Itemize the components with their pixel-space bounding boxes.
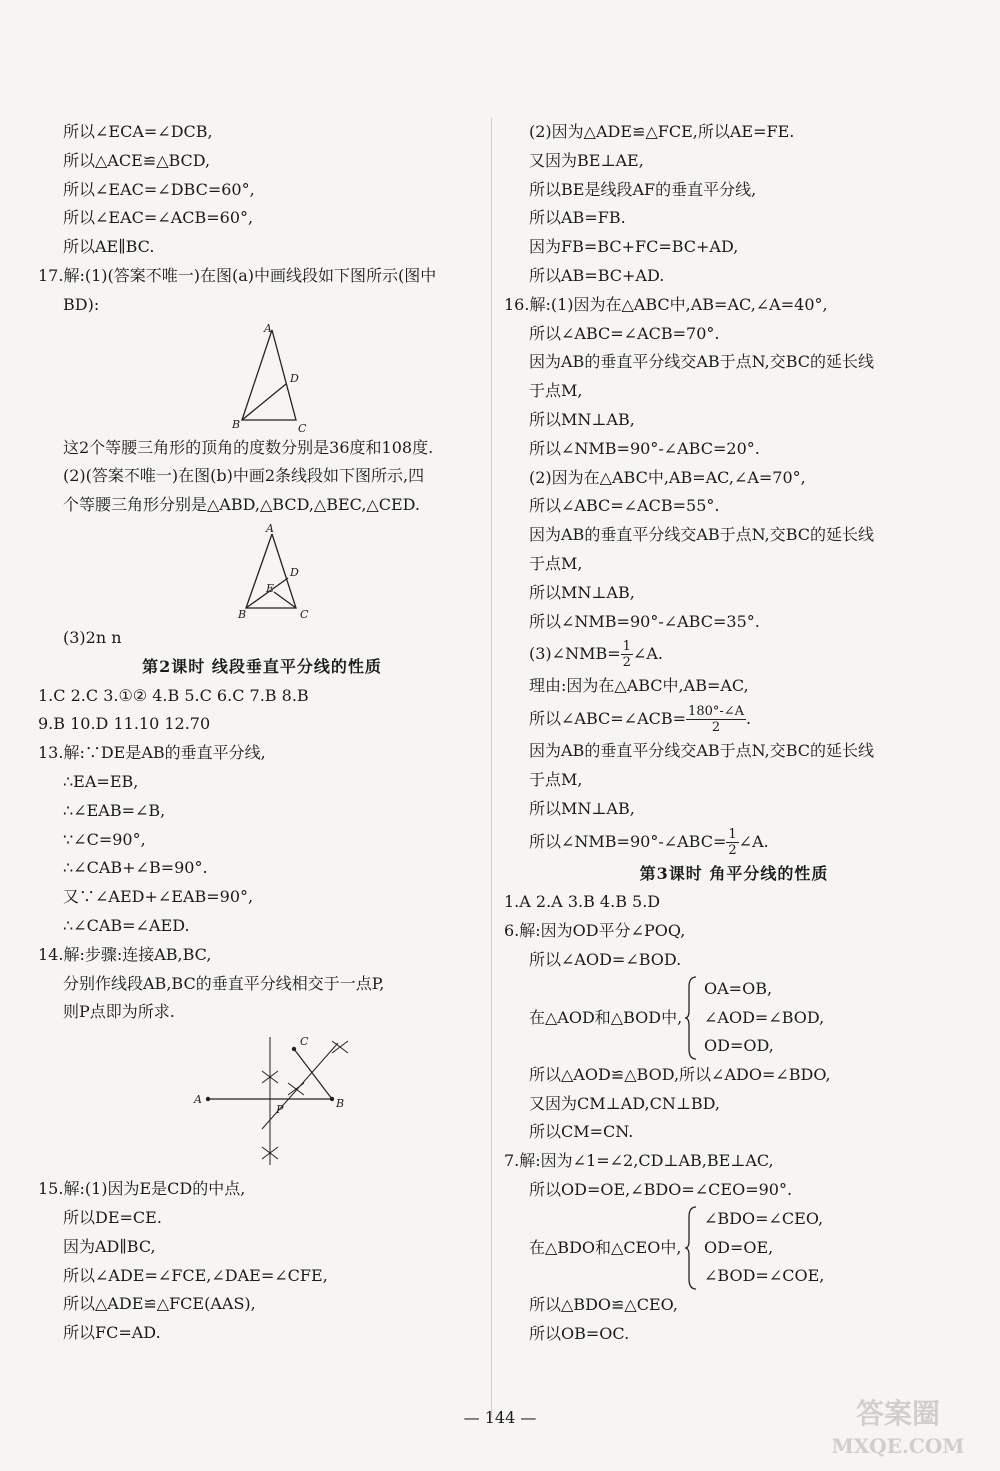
label-a: A: [194, 1093, 202, 1107]
text-line: (2)(答案不唯一)在图(b)中画2条线段如下图所示,四: [63, 466, 425, 486]
right-column: [504, 118, 964, 1348]
label-b: B: [238, 607, 247, 621]
text-line: 个等腰三角形分别是△ABD,△BCD,△BEC,△CED.: [63, 495, 420, 515]
q6-line: 6.解:因为OD平分∠POQ,: [504, 921, 686, 941]
label-c: C: [300, 607, 309, 621]
q13-line: ∴∠CAB+∠B=90°.: [63, 858, 208, 878]
label-c: C: [298, 421, 307, 434]
text-line: 这2个等腰三角形的顶角的度数分别是36度和108度.: [63, 437, 434, 457]
label-a: A: [266, 521, 274, 535]
q16-line: (2)因为在△ABC中,AB=AC,∠A=70°,: [529, 467, 806, 487]
answer-line: 9.B 10.D 11.10 12.70: [38, 714, 211, 734]
q16-line: 所以MN⊥AB,: [529, 798, 635, 818]
q6-line: 所以△AOD≌△BOD,所以∠ADO=∠BDO,: [529, 1064, 831, 1084]
q7-line: 所以OD=OE,∠BDO=∠CEO=90°.: [529, 1179, 793, 1199]
q6-line: 所以∠AOD=∠BOD.: [529, 949, 682, 969]
label-c: C: [300, 1035, 309, 1049]
q13-line: ∴∠CAB=∠AED.: [63, 915, 190, 935]
q7-line: 所以OB=OC.: [529, 1323, 630, 1343]
label-a: A: [264, 321, 272, 335]
q16-line: 于点M,: [529, 381, 583, 401]
q16-line: 于点M,: [529, 553, 583, 573]
q15-line: 15.解:(1)因为E是CD的中点,: [38, 1179, 246, 1199]
q13-line: ∴∠EAB=∠B,: [63, 800, 166, 820]
text-span: .: [746, 709, 752, 729]
text-line: 所以△ACE≌△BCD,: [63, 150, 211, 170]
fraction-numerator: 1: [622, 639, 631, 655]
section-title: 第3课时 角平分线的性质: [639, 863, 829, 883]
brace-item: OD=OD,: [704, 1036, 774, 1056]
answer-line: 1.C 2.C 3.①② 4.B 5.C 6.C 7.B 8.B: [38, 685, 309, 705]
left-brace-icon: [684, 975, 698, 1061]
label-p: P: [276, 1103, 284, 1117]
answer-line: 1.A 2.A 3.B 4.B 5.D: [504, 892, 661, 912]
q16-line: 因为AB的垂直平分线交AB于点N,交BC的延长线: [529, 352, 874, 372]
q15b-line: 又因为BE⊥AE,: [529, 150, 644, 170]
q15b-line: 所以AB=BC+AD.: [529, 265, 665, 285]
figure-a: [38, 320, 486, 434]
q14-line: 14.解:步骤:连接AB,BC,: [38, 944, 212, 964]
q16-line: 因为AB的垂直平分线交AB于点N,交BC的延长线: [529, 525, 874, 545]
brace-item: ∠BOD=∠COE,: [704, 1266, 825, 1286]
q17-line: 17.解:(1)(答案不唯一)在图(a)中画线段如下图所示(图中: [38, 265, 437, 285]
label-b: B: [336, 1097, 345, 1111]
fraction: [686, 704, 746, 735]
fraction: [621, 639, 633, 670]
brace-lead: 在△BDO和△CEO中,: [529, 1237, 682, 1257]
bisector-construction-figure: [38, 1027, 486, 1175]
q16-line: 所以∠ABC=∠ACB=70°.: [529, 323, 720, 343]
fraction-denominator: 2: [728, 842, 737, 858]
q16-reason: 理由:因为在△ABC中,AB=AC,: [529, 676, 749, 696]
text-line: 所以∠EAC=∠DBC=60°,: [63, 179, 255, 199]
fraction-denominator: 2: [711, 720, 721, 736]
label-b: B: [232, 417, 241, 431]
q15-line: 所以DE=CE.: [63, 1207, 162, 1227]
q17-line: BD):: [63, 294, 100, 314]
brace-item: OD=OE,: [704, 1237, 774, 1257]
brace-lead: 在△AOD和△BOD中,: [529, 1007, 683, 1027]
q15b-line: (2)因为△ADE≌△FCE,所以AE=FE.: [529, 122, 795, 141]
text-line: 所以AE∥BC.: [63, 237, 155, 257]
text-span: 所以∠NMB=90°-∠ABC=: [529, 831, 727, 851]
q7-line: 7.解:因为∠1=∠2,CD⊥AB,BE⊥AC,: [504, 1151, 774, 1171]
q14-line: 则P点即为所求.: [63, 1002, 175, 1022]
label-d: D: [290, 371, 299, 385]
text-span: ∠A.: [738, 831, 769, 851]
left-column: [38, 118, 486, 1348]
label-d: D: [290, 565, 299, 579]
label-e: E: [266, 581, 275, 595]
svg-text:MXQE.COM: MXQE.COM: [831, 1434, 965, 1458]
fraction-denominator: 2: [622, 655, 631, 671]
q6-line: 又因为CM⊥AD,CN⊥BD,: [529, 1093, 720, 1113]
q13-line: 13.解:∵DE是AB的垂直平分线,: [38, 743, 266, 763]
svg-text:答案圈: 答案圈: [855, 1397, 941, 1430]
q16-fraction-line: [504, 701, 964, 737]
q15-line: 所以FC=AD.: [63, 1323, 161, 1343]
brace-item: OA=OB,: [704, 978, 773, 998]
text-line: 所以∠ECA=∠DCB,: [63, 122, 213, 141]
q15-line: 所以△ADE≌△FCE(AAS),: [63, 1294, 256, 1314]
q16-line: 因为AB的垂直平分线交AB于点N,交BC的延长线: [529, 741, 874, 761]
q16-line: 所以MN⊥AB,: [529, 582, 635, 602]
text-span: ∠A.: [632, 644, 663, 664]
q13-line: ∴EA=EB,: [63, 771, 139, 791]
page-number: — 144 —: [463, 1408, 537, 1427]
column-divider: [491, 118, 492, 1418]
watermark-logo: [808, 1391, 988, 1461]
triangle-abd-figure: [38, 320, 486, 434]
left-brace-icon: [684, 1205, 698, 1291]
q15-line: 因为AD∥BC,: [63, 1236, 156, 1256]
q16-line: 于点M,: [529, 769, 583, 789]
section-title: 第2课时 线段垂直平分线的性质: [142, 656, 382, 676]
q16-line: 所以∠NMB=90°-∠ABC=35°.: [529, 611, 760, 631]
fraction-numerator: 180°-∠A: [688, 704, 745, 720]
q16-line: 16.解:(1)因为在△ABC中,AB=AC,∠A=40°,: [504, 294, 828, 314]
q16-part3-line: [504, 636, 964, 672]
triangle-abcde-figure: [38, 520, 486, 624]
brace-item: ∠BDO=∠CEO,: [704, 1208, 824, 1228]
figure-perpendicular-bisector: [38, 1027, 486, 1175]
q15b-line: 所以BE是线段AF的垂直平分线,: [529, 179, 757, 199]
q13-line: 又∵∠AED+∠EAB=90°,: [63, 887, 254, 907]
brace-item: ∠AOD=∠BOD,: [704, 1007, 825, 1027]
q6-line: 所以CM=CN.: [529, 1122, 634, 1142]
q6-brace-group: [504, 975, 964, 1061]
text-line: (3)2n n: [63, 627, 122, 647]
fraction: [726, 827, 738, 858]
text-span: (3)∠NMB=: [529, 644, 621, 664]
q16-last-line: [504, 824, 964, 860]
q15b-line: 所以AB=FB.: [529, 208, 626, 228]
q16-line: 所以∠NMB=90°-∠ABC=20°.: [529, 438, 760, 458]
q7-brace-group: [504, 1205, 964, 1291]
q16-line: 所以∠ABC=∠ACB=55°.: [529, 496, 720, 516]
q16-line: 所以MN⊥AB,: [529, 409, 635, 429]
q14-line: 分别作线段AB,BC的垂直平分线相交于一点P,: [63, 973, 385, 993]
fraction-numerator: 1: [728, 826, 737, 842]
q15-line: 所以∠ADE=∠FCE,∠DAE=∠CFE,: [63, 1265, 328, 1285]
text-span: 所以∠ABC=∠ACB=: [529, 709, 687, 729]
figure-b: [38, 520, 486, 624]
q13-line: ∵∠C=90°,: [63, 829, 146, 849]
q7-line: 所以△BDO≌△CEO,: [529, 1294, 678, 1314]
text-line: 所以∠EAC=∠ACB=60°,: [63, 208, 254, 228]
q15b-line: 因为FB=BC+FC=BC+AD,: [529, 237, 739, 257]
